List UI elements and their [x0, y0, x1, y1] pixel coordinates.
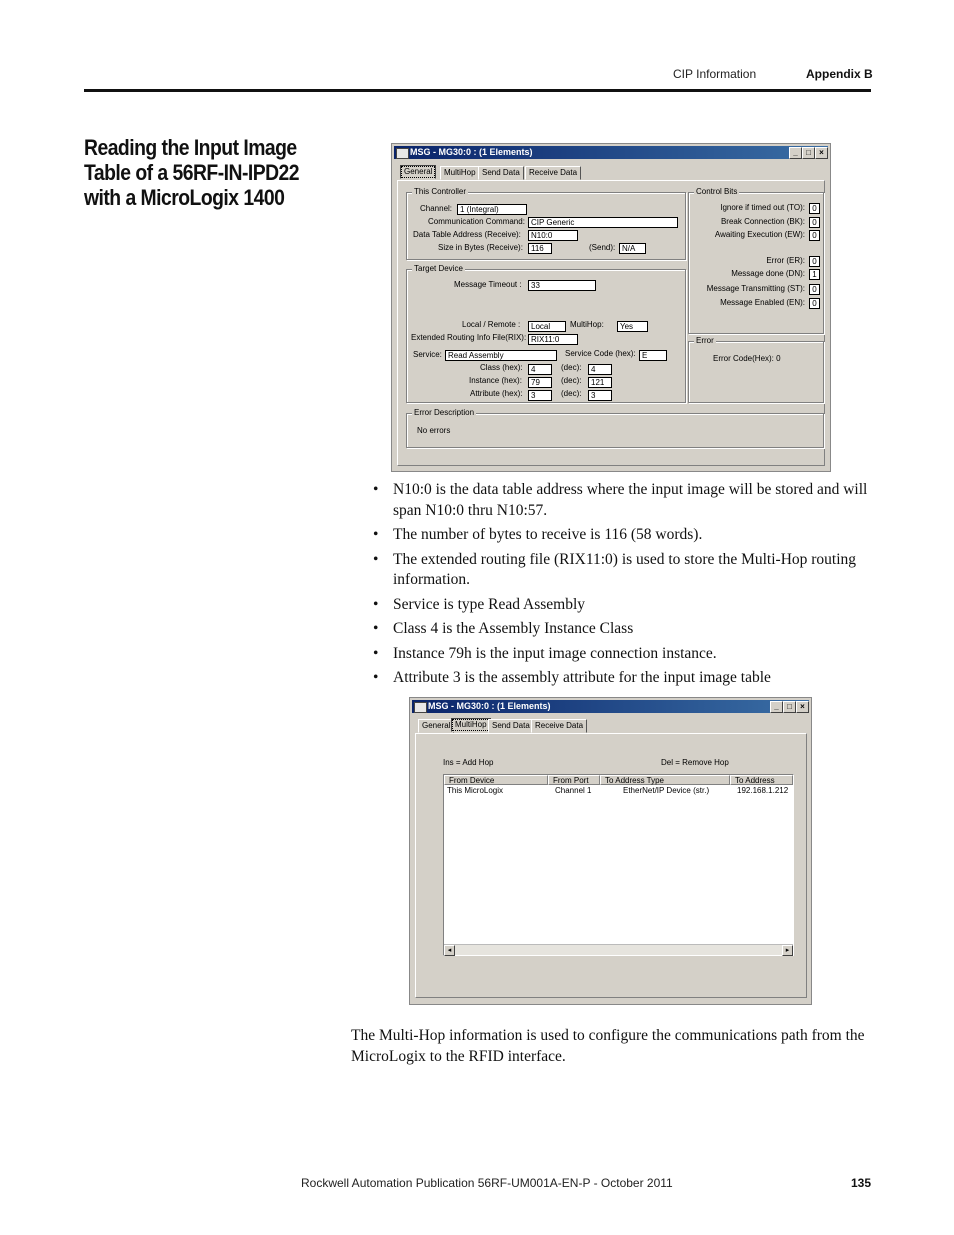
local-remote-field[interactable]: Local [528, 321, 566, 332]
del-remove-hop-hint: Del = Remove Hop [661, 758, 729, 767]
group-target-device [406, 264, 686, 403]
msg-dialog-general [391, 143, 831, 472]
app-icon [396, 148, 409, 159]
list-item-text: N10:0 is the data table address where the input image will be stored and will span N10:0 thru N10:57. [393, 481, 868, 519]
tab-general[interactable]: General [400, 165, 436, 179]
maximize-button[interactable]: □ [783, 701, 796, 713]
group-error [688, 336, 824, 403]
group-label-control-bits: Control Bits [696, 187, 738, 196]
control-bit-en[interactable]: 0 [809, 298, 820, 309]
channel-field[interactable]: 1 (Integral) [457, 204, 527, 215]
list-item [373, 595, 868, 616]
scroll-left-arrow-icon[interactable]: ◂ [444, 945, 455, 956]
group-error-description [406, 408, 824, 448]
list-item-text: Class 4 is the Assembly Instance Class [393, 620, 634, 637]
tab-strip [416, 719, 796, 733]
control-bit-ew[interactable]: 0 [809, 230, 820, 241]
table-row[interactable] [444, 775, 793, 797]
attribute-hex-field[interactable]: 3 [528, 390, 552, 401]
tab-multihop[interactable]: MultiHop [451, 718, 491, 732]
dialog-title: MSG - MG30:0 : (1 Elements) [410, 147, 533, 157]
column-header-from-device[interactable]: From Device [444, 775, 548, 785]
bullet-marker: • [373, 620, 379, 637]
bullet-marker: • [373, 481, 379, 498]
scroll-right-arrow-icon[interactable]: ▸ [782, 945, 793, 956]
message-timeout-label: Message Timeout : [454, 280, 522, 289]
list-item-text: Instance 79h is the input image connection instance. [393, 644, 717, 662]
column-header-to-address-type[interactable]: To Address Type [600, 775, 730, 785]
cell-from-device: This MicroLogix [447, 786, 504, 795]
tab-panel-multihop [415, 733, 807, 998]
list-item-text: Service is type Read Assembly [393, 595, 585, 613]
page-number: 135 [851, 1176, 872, 1190]
tab-panel-general [397, 180, 825, 466]
list-item-text: Attribute 3 is the assembly attribute for the input image table [393, 669, 771, 686]
horizontal-scrollbar[interactable] [444, 944, 793, 955]
error-code-label: Error Code(Hex): 0 [713, 354, 781, 363]
dialog-title: MSG - MG30:0 : (1 Elements) [428, 701, 551, 711]
service-label: Service: [413, 350, 442, 359]
hop-list[interactable] [443, 774, 794, 956]
bullet-marker: • [373, 669, 379, 686]
comm-command-field[interactable]: CIP Generic [528, 217, 678, 228]
control-bit-er[interactable]: 0 [809, 256, 820, 267]
control-bit-label-bk: Break Connection (BK): [720, 217, 805, 226]
column-header-to-address[interactable]: To Address [730, 775, 793, 785]
list-item-text: The extended routing file (RIX11:0) is used to store the Multi-Hop routing information. [393, 550, 857, 588]
attribute-dec-field[interactable]: 3 [588, 390, 612, 401]
control-bit-label-to: Ignore if timed out (TO): [720, 203, 805, 212]
bullet-list [373, 480, 868, 693]
instance-hex-label: Instance (hex): [469, 376, 522, 385]
data-table-address-label: Data Table Address (Receive): [413, 230, 521, 239]
service-field[interactable]: Read Assembly [445, 350, 557, 361]
size-in-bytes-label: Size in Bytes (Receive): [438, 243, 523, 252]
list-item [373, 668, 868, 689]
tab-general[interactable]: General [418, 719, 454, 733]
group-label-this-controller: This Controller [414, 187, 467, 196]
routing-info-field[interactable]: RIX11:0 [528, 334, 578, 345]
send-field[interactable]: N/A [619, 243, 646, 254]
body-paragraph: The Multi-Hop information is used to configure the communications path from the MicroLogix to the RFID interface. [351, 1027, 865, 1065]
close-button[interactable]: × [796, 701, 809, 713]
tab-multihop[interactable]: MultiHop [440, 166, 480, 180]
class-hex-field[interactable]: 4 [528, 364, 552, 375]
multihop-field[interactable]: Yes [617, 321, 648, 332]
bullet-marker: • [373, 595, 379, 613]
data-table-address-field[interactable]: N10:0 [528, 230, 578, 241]
control-bit-label-st: Message Transmitting (ST): [706, 284, 805, 293]
cell-to-address-type: EtherNet/IP Device (str.) [623, 786, 710, 795]
tab-receive-data[interactable]: Receive Data [525, 166, 581, 180]
group-label-error-description: Error Description [414, 408, 475, 417]
dialog-titlebar [412, 700, 809, 713]
group-label-target-device: Target Device [414, 264, 463, 273]
control-bit-dn[interactable]: 1 [809, 269, 820, 280]
class-dec-label: (dec): [561, 363, 582, 372]
comm-command-label: Communication Command: [428, 217, 525, 226]
control-bit-label-ew: Awaiting Execution (EW): [714, 230, 805, 239]
list-item [373, 644, 868, 665]
close-button[interactable]: × [815, 147, 828, 159]
control-bit-bk[interactable]: 0 [809, 217, 820, 228]
list-item [373, 619, 868, 640]
control-bit-label-en: Message Enabled (EN): [720, 298, 805, 307]
attribute-hex-label: Attribute (hex): [470, 389, 523, 398]
control-bit-to[interactable]: 0 [809, 203, 820, 214]
footer-publication: Rockwell Automation Publication 56RF-UM001A-EN-P - October 2011 [301, 1176, 673, 1190]
running-header-appendix: Appendix B [806, 67, 873, 81]
minimize-button[interactable]: _ [789, 147, 802, 159]
maximize-button[interactable]: □ [802, 147, 815, 159]
running-header-section: CIP Information [673, 67, 757, 81]
control-bit-label-dn: Message done (DN): [731, 269, 805, 278]
send-label: (Send): [589, 243, 616, 252]
cell-from-port: Channel 1 [555, 786, 592, 795]
channel-label: Channel: [420, 204, 453, 213]
app-icon [414, 702, 427, 713]
list-item [373, 525, 868, 546]
minimize-button[interactable]: _ [770, 701, 783, 713]
list-item [373, 480, 868, 521]
tab-send-data[interactable]: Send Data [488, 719, 534, 733]
message-timeout-field[interactable]: 33 [528, 280, 596, 291]
size-in-bytes-field[interactable]: 116 [528, 243, 552, 254]
instance-hex-field[interactable]: 79 [528, 377, 552, 388]
instance-dec-label: (dec): [561, 376, 582, 385]
tab-send-data[interactable]: Send Data [478, 166, 524, 180]
routing-info-label: Extended Routing Info File(RIX): [411, 333, 527, 342]
list-item [373, 550, 868, 591]
bullet-marker: • [373, 644, 379, 662]
group-this-controller [406, 187, 686, 260]
group-label-error: Error [696, 336, 714, 345]
service-code-label: Service Code (hex): [565, 349, 636, 358]
control-bit-st[interactable]: 0 [809, 284, 820, 295]
dialog-titlebar [394, 146, 828, 159]
ins-add-hop-hint: Ins = Add Hop [443, 758, 494, 767]
tab-strip [398, 166, 818, 180]
bullet-marker: • [373, 550, 379, 568]
cell-to-address: 192.168.1.212 [737, 786, 789, 795]
msg-dialog-multihop [409, 697, 812, 1005]
control-bit-label-er: Error (ER): [766, 256, 805, 265]
group-control-bits [688, 187, 824, 334]
instance-dec-field[interactable]: 121 [588, 377, 612, 388]
error-description-text: No errors [417, 426, 451, 435]
bullet-marker: • [373, 526, 379, 543]
multihop-label: MultiHop: [570, 320, 604, 329]
class-dec-field[interactable]: 4 [588, 364, 612, 375]
service-code-field[interactable]: E [639, 350, 667, 361]
tab-receive-data[interactable]: Receive Data [531, 719, 587, 733]
section-heading: Reading the Input Image Table of a 56RF-IN-IPD22 with a MicroLogix 1400 [84, 135, 300, 210]
column-header-from-port[interactable]: From Port [548, 775, 600, 785]
class-hex-label: Class (hex): [480, 363, 523, 372]
attribute-dec-label: (dec): [561, 389, 582, 398]
list-item-text: The number of bytes to receive is 116 (58 words). [393, 526, 703, 543]
header-rule [84, 89, 871, 92]
local-remote-label: Local / Remote : [462, 320, 521, 329]
